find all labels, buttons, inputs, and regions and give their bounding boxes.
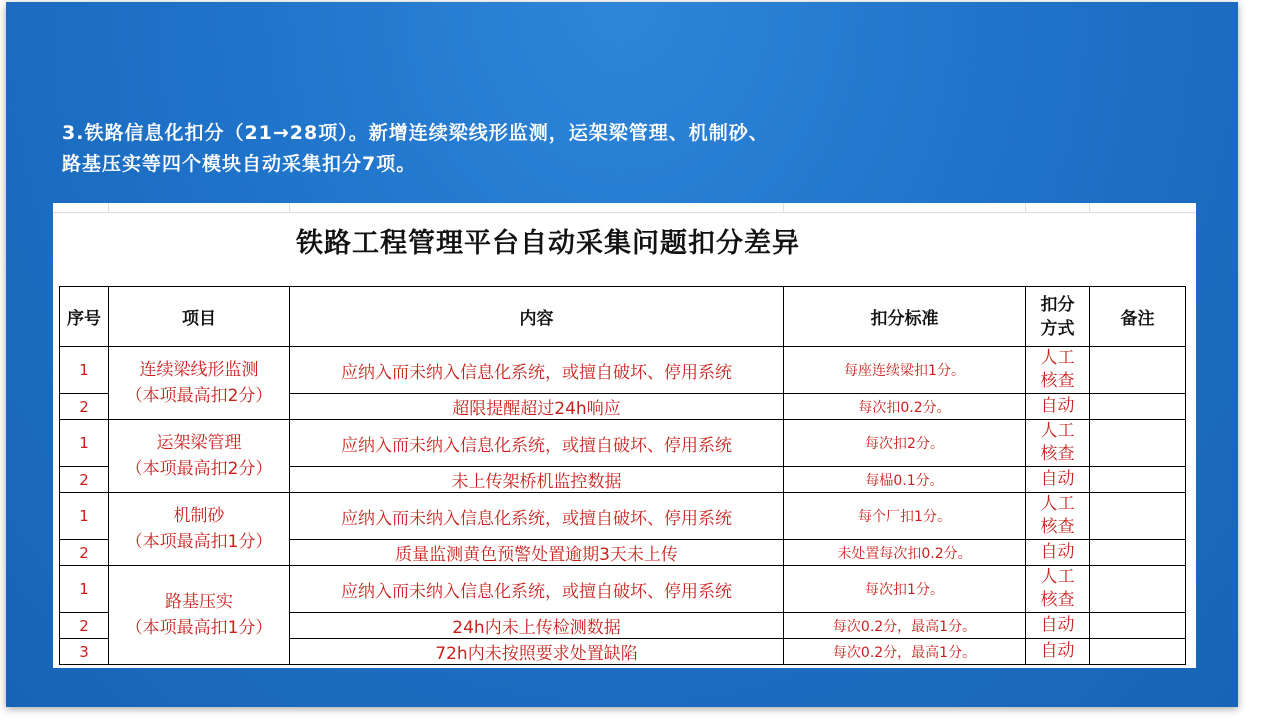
gridline [1089, 203, 1090, 212]
row-standard: 每次扣0.2分。 [784, 394, 1026, 420]
heading-line-2: 路基压实等四个模块自动采集扣分7项。 [62, 153, 417, 175]
method-line2: 核查 [1040, 371, 1075, 391]
row-standard: 每座连续梁扣1分。 [784, 347, 1026, 394]
row-seq: 2 [60, 613, 109, 639]
project-limit: （本项最高扣1分） [125, 618, 273, 638]
row-standard: 每次扣1分。 [784, 566, 1026, 613]
row-seq: 1 [60, 566, 109, 613]
method-line2: 核查 [1040, 590, 1075, 610]
table-row [60, 347, 1186, 394]
row-content: 应纳入而未纳入信息化系统，或擅自破坏、停用系统 [290, 420, 784, 467]
header-row [60, 287, 1186, 347]
project-cell [109, 420, 290, 493]
table-title: 铁路工程管理平台自动采集问题扣分差异 [296, 228, 800, 259]
method-line1: 人工 [1040, 348, 1075, 368]
header-method-line2: 方式 [1040, 318, 1075, 339]
header-method [1026, 287, 1090, 347]
spreadsheet-image [53, 203, 1196, 668]
row-seq: 2 [60, 540, 109, 566]
row-remark [1090, 420, 1186, 467]
row-method [1026, 566, 1090, 613]
method-line1: 人工 [1040, 421, 1075, 441]
row-standard: 每次0.2分，最高1分。 [784, 639, 1026, 665]
row-remark [1090, 493, 1186, 540]
project-cell [109, 347, 290, 420]
row-standard: 每个厂扣1分。 [784, 493, 1026, 540]
row-remark [1090, 540, 1186, 566]
row-remark [1090, 639, 1186, 665]
project-name: 机制砂 [173, 506, 225, 526]
table-row [60, 420, 1186, 467]
project-cell [109, 493, 290, 566]
project-cell [109, 566, 290, 665]
project-limit: （本项最高扣1分） [125, 532, 273, 552]
row-remark [1090, 566, 1186, 613]
row-seq: 2 [60, 394, 109, 420]
project-limit: （本项最高扣2分） [125, 459, 273, 479]
deduction-table [59, 286, 1186, 665]
row-content: 质量监测黄色预警处置逾期3天未上传 [290, 540, 784, 566]
method-line2: 核查 [1040, 517, 1075, 537]
row-content: 未上传架桥机监控数据 [290, 467, 784, 493]
row-content: 应纳入而未纳入信息化系统，或擅自破坏、停用系统 [290, 493, 784, 540]
row-remark [1090, 467, 1186, 493]
method-line1: 人工 [1040, 494, 1075, 514]
gridline [1025, 203, 1026, 212]
gridline [289, 203, 290, 212]
header-standard: 扣分标准 [784, 287, 1026, 347]
header-content: 内容 [290, 287, 784, 347]
row-method: 自动 [1026, 613, 1090, 639]
heading-line-1: 3.铁路信息化扣分（21→28项）。新增连续梁线形监测，运架梁管理、机制砂、 [62, 122, 769, 144]
row-content: 超限提醒超过24h响应 [290, 394, 784, 420]
row-remark [1090, 613, 1186, 639]
project-name: 路基压实 [165, 592, 233, 612]
project-limit: （本项最高扣2分） [125, 386, 273, 406]
row-standard: 每次扣2分。 [784, 420, 1026, 467]
row-seq: 2 [60, 467, 109, 493]
row-content: 应纳入而未纳入信息化系统，或擅自破坏、停用系统 [290, 347, 784, 394]
table-row [60, 566, 1186, 613]
row-remark [1090, 347, 1186, 394]
row-seq: 3 [60, 639, 109, 665]
project-name: 运架梁管理 [156, 433, 242, 453]
row-method: 自动 [1026, 540, 1090, 566]
method-line1: 人工 [1040, 567, 1075, 587]
header-seq: 序号 [60, 287, 109, 347]
gridline [783, 203, 784, 212]
row-seq: 1 [60, 420, 109, 467]
row-standard: 每榀0.1分。 [784, 467, 1026, 493]
gridline [108, 203, 109, 212]
slide-heading [62, 118, 962, 180]
project-name: 连续梁线形监测 [139, 360, 259, 380]
row-remark [1090, 394, 1186, 420]
table-row [60, 493, 1186, 540]
row-method: 自动 [1026, 639, 1090, 665]
row-content: 应纳入而未纳入信息化系统，或擅自破坏、停用系统 [290, 566, 784, 613]
row-seq: 1 [60, 347, 109, 394]
row-method: 自动 [1026, 394, 1090, 420]
header-method-line1: 扣分 [1040, 294, 1075, 315]
header-project: 项目 [109, 287, 290, 347]
row-content: 24h内未上传检测数据 [290, 613, 784, 639]
row-method [1026, 347, 1090, 394]
header-remark: 备注 [1090, 287, 1186, 347]
row-method [1026, 420, 1090, 467]
row-content: 72h内未按照要求处置缺陷 [290, 639, 784, 665]
method-line2: 核查 [1040, 444, 1075, 464]
row-standard: 每次0.2分，最高1分。 [784, 613, 1026, 639]
row-method: 自动 [1026, 467, 1090, 493]
row-method [1026, 493, 1090, 540]
row-standard: 未处置每次扣0.2分。 [784, 540, 1026, 566]
row-seq: 1 [60, 493, 109, 540]
